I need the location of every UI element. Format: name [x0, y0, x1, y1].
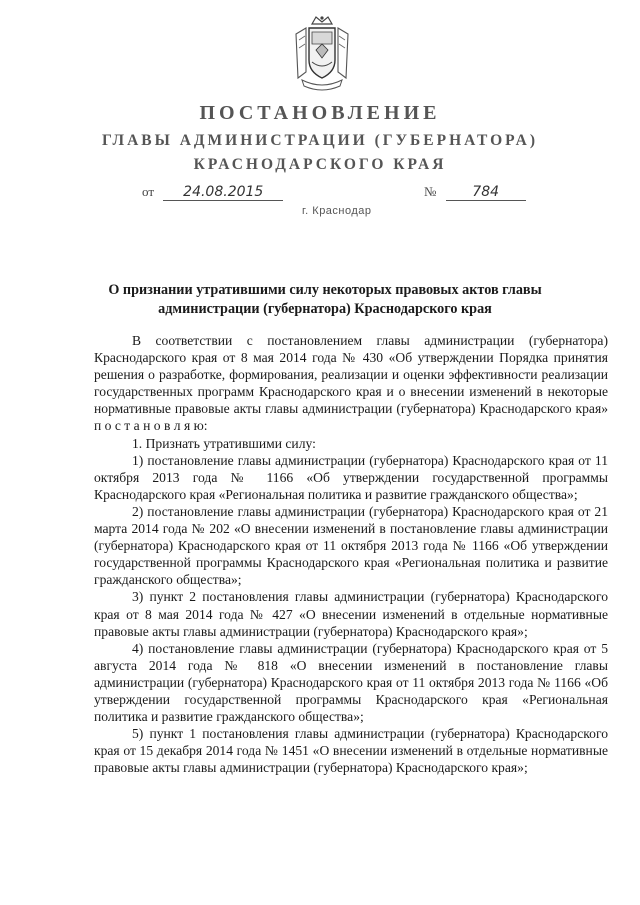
paragraph: 1. Признать утратившими силу: — [132, 435, 316, 451]
paragraph: 3) пункт 2 постановления главы администрации (губернатора) Краснодарского края от 8 мая 2014 года № 427 «О внесении изменений в отдельные нормативные правовые акты главы администрации (губернатора) Краснодарского края»; — [94, 589, 608, 639]
number-prefix: № — [424, 184, 437, 199]
city-label: г. Краснодар — [302, 205, 372, 217]
document-subject: О признании утратившими силу некоторых правовых актов главы администрации (губернатора) Краснодарского края — [108, 282, 542, 317]
paragraph: 5) пункт 1 постановления главы администрации (губернатора) Краснодарского края от 15 декабря 2014 года № 1451 «О внесении изменений в отдельные нормативные правовые акты главы администрации (губернатора) Краснодарского края»; — [94, 726, 608, 776]
date-value: 24.08.2015 — [163, 184, 283, 201]
number-value: 784 — [446, 184, 526, 201]
document-body — [94, 332, 608, 776]
date-prefix: от — [142, 184, 155, 199]
region-heading: КРАСНОДАРСКОГО КРАЯ — [193, 156, 447, 173]
document-type-heading: ПОСТАНОВЛЕНИЕ — [199, 102, 441, 124]
paragraph: В соответствии с постановлением главы администрации (губернатора) Краснодарского края от 8 мая 2014 года № 430 «Об утверждении Порядка принятия решения о разработке, формирования, реализации и оценки эффективности реализации государственных программ Краснодарского края и о внесении изменений в некоторые нормативные правовые акты главы администрации (губернатора) Краснодарского края» п о с т а н о в л я ю: — [94, 333, 608, 434]
coat-of-arms-emblem — [290, 14, 354, 94]
date-field — [142, 184, 283, 201]
issuer-heading: ГЛАВЫ АДМИНИСТРАЦИИ (ГУБЕРНАТОРА) — [102, 132, 538, 149]
paragraph: 2) постановление главы администрации (губернатора) Краснодарского края от 21 марта 2014 года № 202 «О внесении изменений в постановление главы администрации (губернатора) Краснодарского края от 11 октября 2013 года № 1166 «Об утверждении государственной программы Краснодарского края «Региональная политика и развитие гражданского общества»; — [94, 503, 608, 588]
number-field — [424, 184, 526, 201]
paragraph: 1) постановление главы администрации (губернатора) Краснодарского края от 11 октября 2013 года № 1166 «Об утверждении государственной программы Краснодарского края «Региональная политика и развитие гражданского общества»; — [94, 452, 608, 502]
paragraph: 4) постановление главы администрации (губернатора) Краснодарского края от 5 августа 2014 года № 818 «О внесении изменений в постановление главы администрации (губернатора) Краснодарского края от 11 октября 2013 года № 1166 «Об утверждении государственной программы Краснодарского края «Региональная политика и развитие гражданского общества»; — [94, 640, 608, 725]
